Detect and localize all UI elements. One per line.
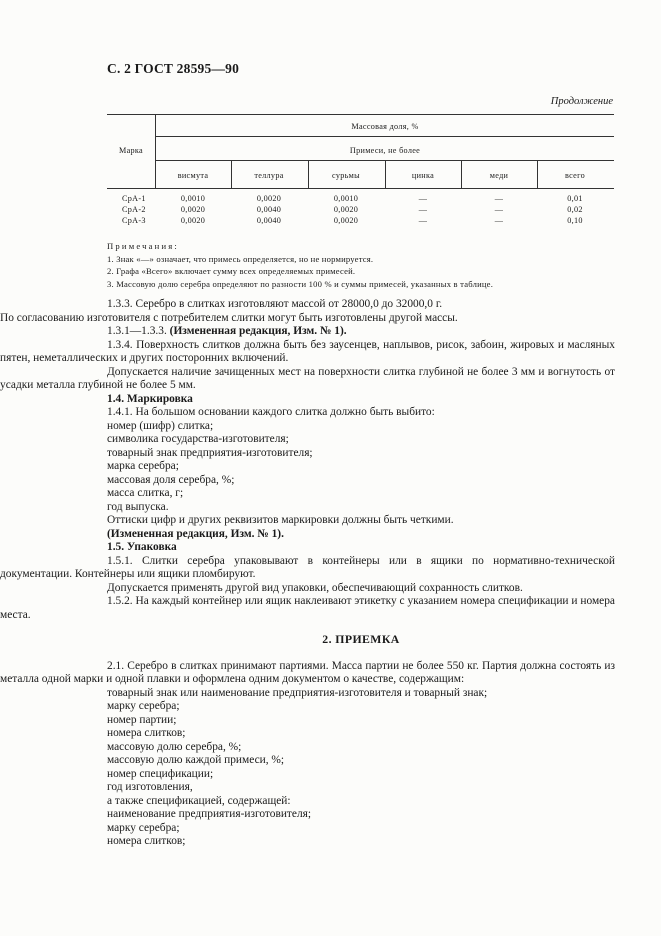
continuation-label: Продолжение bbox=[550, 96, 613, 107]
impurities-table bbox=[107, 114, 614, 234]
table-cell: 0,0010 bbox=[180, 194, 206, 203]
table-cell: — bbox=[494, 205, 504, 214]
col-divider bbox=[537, 160, 538, 188]
table-cell: 0,0020 bbox=[333, 216, 359, 225]
amendment-note: (Измененная редакция, Изм. № 1). bbox=[169, 325, 347, 337]
col-header-total: всего bbox=[565, 171, 585, 180]
note-item: 2. Графа «Всего» включает сумму всех определяемых примесей. bbox=[107, 266, 356, 277]
table-cell: — bbox=[494, 216, 504, 225]
paragraph-1-3-4: 1.3.4. Поверхность слитков должна быть без заусенцев, наплывов, рисок, забоин, жировых и масляных пятен, неметаллических и других посторонних включений. bbox=[0, 338, 615, 364]
list-item: товарный знак предприятия-изготовителя; bbox=[107, 446, 313, 459]
list-item: номер партии; bbox=[107, 713, 177, 726]
paragraph-1-5-1-b: Допускается применять другой вид упаковки, обеспечивающий сохранность слитков. bbox=[107, 581, 523, 594]
group-header: Массовая доля, % bbox=[351, 122, 419, 131]
note-item: 1. Знак «—» означает, что примесь определяется, но не нормируется. bbox=[107, 253, 374, 264]
table-cell: 0,0040 bbox=[256, 205, 282, 214]
table-cell: 0,10 bbox=[567, 216, 583, 225]
paragraph-1-5-2: 1.5.2. На каждый контейнер или ящик наклеивают этикетку с указанием номера спецификации и номера места. bbox=[0, 595, 615, 621]
group-rule bbox=[155, 136, 614, 137]
list-item: массовая доля серебра, %; bbox=[107, 473, 235, 486]
table-cell: 0,0040 bbox=[256, 216, 282, 225]
table-cell: 0,01 bbox=[567, 194, 583, 203]
list-item: год выпуска. bbox=[107, 500, 169, 513]
table-cell: 0,0010 bbox=[333, 194, 359, 203]
list-item: марку серебра; bbox=[107, 700, 180, 712]
table-cell: — bbox=[418, 194, 428, 203]
list-item: массовую долю каждой примеси, %; bbox=[107, 754, 285, 766]
note-item: 3. Массовую долю серебра определяют по разности 100 % и суммы примесей, указанных в таблице. bbox=[107, 278, 494, 289]
page-header: С. 2 ГОСТ 28595—90 bbox=[107, 61, 240, 76]
list-item: номер (шифр) слитка; bbox=[107, 419, 214, 432]
table-cell: 0,0020 bbox=[333, 205, 359, 214]
paragraph-1-3-3-b: По согласованию изготовителя с потребителем слитки могут быть изготовлены другой массы. bbox=[0, 311, 458, 324]
list-item: наименование предприятия-изготовителя; bbox=[107, 808, 312, 820]
col-divider bbox=[461, 160, 462, 188]
table-cell: 0,02 bbox=[567, 205, 583, 214]
subgroup-header: Примеси, не более bbox=[349, 146, 421, 155]
list-item: масса слитка, г; bbox=[107, 487, 184, 499]
heading-1-5: 1.5. Упаковка bbox=[107, 541, 177, 553]
list-item: а также спецификацией, содержащей: bbox=[107, 794, 291, 807]
list-item: марка серебра; bbox=[107, 460, 179, 472]
table-cell: — bbox=[418, 216, 428, 225]
paragraph-1-4-1-b: Оттиски цифр и других реквизитов маркировки должны быть четкими. bbox=[107, 514, 454, 526]
table-cell: — bbox=[418, 205, 428, 214]
row-mark: СрА-1 bbox=[122, 194, 146, 203]
col-divider bbox=[385, 160, 386, 188]
heading-1-4: 1.4. Маркировка bbox=[107, 392, 193, 405]
row-mark: СрА-3 bbox=[122, 216, 146, 225]
list-item: товарный знак или наименование предприятия-изготовителя и товарный знак; bbox=[107, 686, 488, 699]
list-item: марку серебра; bbox=[107, 821, 180, 834]
table-notes bbox=[107, 240, 493, 290]
header-bottom-rule bbox=[107, 188, 614, 189]
table-cell: 0,0020 bbox=[256, 194, 282, 203]
col-header-copper: меди bbox=[489, 171, 509, 180]
paragraph-1-3-1 bbox=[107, 325, 615, 339]
paragraph-1-3-4-b: Допускается наличие зачищенных мест на поверхности слитка глубиной не более 3 мм и вогнутость от усадки металла глубиной не более 5 мм. bbox=[0, 365, 615, 391]
list-item: символика государства-изготовителя; bbox=[107, 433, 289, 445]
paragraph-1-5-1: 1.5.1. Слитки серебра упаковывают в контейнеры или в ящики по нормативно-технической документации. Контейнеры или ящики пломбируют. bbox=[0, 554, 615, 580]
col-header-bismuth: висмута bbox=[177, 171, 209, 180]
list-item: номера слитков; bbox=[107, 727, 186, 739]
list-item: год изготовления, bbox=[107, 781, 193, 793]
notes-title: Примечания: bbox=[107, 241, 180, 251]
document-body bbox=[0, 298, 615, 849]
list-item: номера слитков; bbox=[107, 835, 186, 847]
table-cell: 0,0020 bbox=[180, 216, 206, 225]
table-cell: 0,0020 bbox=[180, 205, 206, 214]
paragraph-2-1: 2.1. Серебро в слитках принимают партиями. Масса партии не более 550 кг. Партия должна состоять из металла одной марки и одной плавки и оформлена одним документом о качестве, содержащим: bbox=[0, 659, 615, 685]
col-header-tellurium: теллура bbox=[254, 171, 284, 180]
amendment-range: 1.3.1—1.3.3. bbox=[107, 325, 170, 337]
amendment-note: (Измененная редакция, Изм. № 1). bbox=[107, 527, 284, 540]
paragraph-1-4-1: 1.4.1. На большом основании каждого слитка должно быть выбито: bbox=[107, 406, 435, 418]
col-divider bbox=[308, 160, 309, 188]
section-2-heading: 2. ПРИЕМКА bbox=[322, 632, 400, 646]
table-cell: — bbox=[494, 194, 504, 203]
table-mark-divider bbox=[155, 114, 156, 188]
row-mark: СрА-2 bbox=[122, 205, 146, 214]
list-item: массовую долю серебра, %; bbox=[107, 740, 242, 753]
col-header-antimony: сурьмы bbox=[332, 171, 360, 180]
col-mark-header: Марка bbox=[119, 146, 143, 155]
list-item: номер спецификации; bbox=[107, 767, 214, 780]
col-divider bbox=[231, 160, 232, 188]
col-header-zinc: цинка bbox=[411, 171, 435, 180]
table-top-rule bbox=[107, 114, 614, 115]
paragraph-1-3-3: 1.3.3. Серебро в слитках изготовляют массой от 28000,0 до 32000,0 г. bbox=[107, 298, 443, 310]
